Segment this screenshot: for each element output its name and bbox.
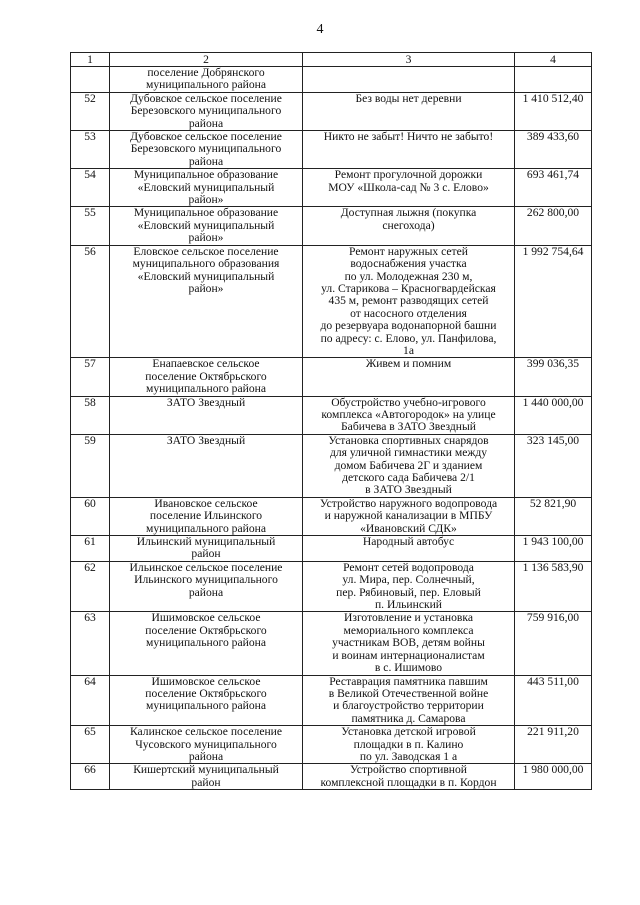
project-title-line: водоснабжения участка bbox=[350, 257, 467, 271]
recipient-name bbox=[110, 561, 303, 612]
amount bbox=[515, 67, 592, 93]
table-row bbox=[71, 358, 592, 396]
project-title-line: от насосного отделения bbox=[350, 306, 467, 320]
projects-table bbox=[70, 52, 592, 790]
recipient-name-line: Дубовское сельское поселение bbox=[130, 130, 282, 144]
project-title bbox=[303, 726, 515, 764]
recipient-name-line: «Еловский муниципальный bbox=[137, 180, 275, 194]
recipient-name-line: Еловское сельское поселение bbox=[133, 245, 279, 258]
recipient-name-line: район» bbox=[188, 281, 224, 295]
row-number: 64 bbox=[71, 675, 110, 726]
project-title-line: по адресу: с. Елово, ул. Панфилова, bbox=[320, 331, 497, 345]
recipient-name bbox=[110, 67, 303, 93]
project-title-line: и воинам интернационалистам bbox=[332, 648, 485, 662]
amount: 323 145,00 bbox=[515, 434, 592, 497]
recipient-name-line: Березовского муниципального bbox=[130, 104, 282, 118]
project-title-line: Устройство наружного водопровода bbox=[319, 497, 498, 510]
recipient-name-line: ЗАТО Звездный bbox=[166, 396, 246, 409]
recipient-name-line: район» bbox=[188, 193, 224, 207]
recipient-name bbox=[110, 207, 303, 245]
project-title-line: Никто не забыт! Ничто не забыто! bbox=[323, 130, 494, 144]
row-number bbox=[71, 67, 110, 93]
project-title-line: Доступная лыжня (покупка bbox=[340, 206, 477, 220]
project-title-line: и наружной канализации в МПБУ bbox=[324, 509, 493, 523]
project-title-line: 1а bbox=[403, 343, 414, 357]
table-row bbox=[71, 726, 592, 764]
recipient-name-line: Кишертский муниципальный bbox=[133, 763, 279, 777]
amount: 693 461,74 bbox=[515, 169, 592, 207]
amount: 389 433,60 bbox=[515, 131, 592, 169]
project-title-line: Ремонт сетей водопровода bbox=[343, 561, 474, 574]
amount: 1 943 100,00 bbox=[515, 536, 592, 562]
project-title bbox=[303, 561, 515, 612]
project-title bbox=[303, 169, 515, 207]
row-number: 57 bbox=[71, 358, 110, 396]
project-title-line: Ремонт прогулочной дорожки bbox=[334, 168, 483, 182]
column-header: 4 bbox=[515, 53, 592, 67]
recipient-name-line: поселение Октябрьского bbox=[145, 623, 267, 637]
column-header: 1 bbox=[71, 53, 110, 67]
row-number: 66 bbox=[71, 764, 110, 790]
recipient-name-line: Ивановское сельское bbox=[154, 497, 258, 510]
project-title-line: «Ивановский СДК» bbox=[360, 521, 457, 535]
project-title-line: Ремонт наружных сетей bbox=[349, 245, 468, 258]
recipient-name-line: муниципального района bbox=[146, 78, 266, 92]
row-number: 52 bbox=[71, 92, 110, 130]
recipient-name-line: Ильинское сельское поселение bbox=[129, 561, 283, 574]
recipient-name-line: Чусовского муниципального bbox=[135, 737, 277, 751]
project-title-line: Установка детской игровой bbox=[341, 725, 476, 739]
table-row bbox=[71, 434, 592, 497]
project-title-line: Живем и помним bbox=[365, 357, 452, 371]
column-header: 3 bbox=[303, 53, 515, 67]
row-number: 61 bbox=[71, 536, 110, 562]
recipient-name-line: района bbox=[188, 749, 224, 763]
table-row bbox=[71, 764, 592, 790]
recipient-name-line: поселение Октябрьского bbox=[145, 369, 267, 383]
amount: 443 511,00 bbox=[515, 675, 592, 726]
recipient-name-line: район» bbox=[188, 231, 224, 245]
recipient-name-line: Енапаевское сельское bbox=[152, 357, 260, 371]
table-row bbox=[71, 92, 592, 130]
recipient-name bbox=[110, 245, 303, 358]
recipient-name bbox=[110, 169, 303, 207]
amount: 399 036,35 bbox=[515, 358, 592, 396]
row-number: 54 bbox=[71, 169, 110, 207]
project-title-line: домом Бабичева 2Г и зданием bbox=[334, 458, 483, 472]
project-title-line: Обустройство учебно-игрового bbox=[331, 396, 486, 409]
project-title bbox=[303, 764, 515, 790]
table-row bbox=[71, 67, 592, 93]
recipient-name-line: района bbox=[188, 116, 224, 130]
recipient-name-line: муниципального района bbox=[146, 699, 266, 713]
recipient-name-line: поселение Добрянского bbox=[147, 66, 265, 79]
project-title-line: Установка спортивных снарядов bbox=[328, 434, 489, 447]
table-row bbox=[71, 396, 592, 434]
recipient-name bbox=[110, 92, 303, 130]
row-number: 65 bbox=[71, 726, 110, 764]
table-row bbox=[71, 675, 592, 726]
recipient-name-line: муниципального района bbox=[146, 382, 266, 396]
project-title-line: детского сада Бабичева 2/1 bbox=[342, 471, 475, 484]
table-header-row bbox=[71, 53, 592, 67]
recipient-name bbox=[110, 675, 303, 726]
table-row bbox=[71, 612, 592, 675]
project-title-line: снегохода) bbox=[382, 218, 435, 232]
row-number: 53 bbox=[71, 131, 110, 169]
project-title bbox=[303, 612, 515, 675]
recipient-name bbox=[110, 536, 303, 562]
recipient-name-line: Березовского муниципального bbox=[130, 142, 282, 156]
row-number: 60 bbox=[71, 497, 110, 535]
project-title bbox=[303, 92, 515, 130]
recipient-name-line: Ильинского муниципального bbox=[134, 573, 278, 587]
project-title-line: участникам ВОВ, детям войны bbox=[332, 636, 485, 650]
recipient-name-line: поселение Ильинского bbox=[149, 509, 263, 523]
project-title bbox=[303, 358, 515, 396]
project-title bbox=[303, 67, 515, 93]
recipient-name-line: Ишимовское сельское bbox=[151, 611, 261, 625]
amount: 1 440 000,00 bbox=[515, 396, 592, 434]
recipient-name-line: «Еловский муниципальный bbox=[137, 218, 275, 232]
table-row bbox=[71, 207, 592, 245]
recipient-name-line: муниципального района bbox=[146, 521, 266, 535]
recipient-name bbox=[110, 434, 303, 497]
project-title bbox=[303, 245, 515, 358]
project-title bbox=[303, 434, 515, 497]
project-title bbox=[303, 207, 515, 245]
row-number: 58 bbox=[71, 396, 110, 434]
project-title-line: Народный автобус bbox=[362, 535, 455, 549]
project-title-line: Без воды нет деревни bbox=[355, 92, 462, 105]
project-title-line: по ул. Заводская 1 а bbox=[359, 749, 458, 763]
project-title-line: комплексной площадки в п. Кордон bbox=[320, 775, 497, 789]
project-title bbox=[303, 536, 515, 562]
recipient-name-line: Муниципальное образование bbox=[133, 168, 279, 182]
recipient-name bbox=[110, 612, 303, 675]
table-row bbox=[71, 169, 592, 207]
amount: 262 800,00 bbox=[515, 207, 592, 245]
project-title bbox=[303, 396, 515, 434]
amount: 1 992 754,64 bbox=[515, 245, 592, 358]
project-title-line: по ул. Молодежная 230 м, bbox=[344, 269, 473, 283]
table-row bbox=[71, 561, 592, 612]
recipient-name-line: муниципального района bbox=[146, 636, 266, 650]
project-title-line: 435 м, ремонт разводящих сетей bbox=[328, 294, 489, 308]
project-title-line: комплекса «Автогородок» на улице bbox=[321, 407, 496, 421]
project-title-line: площадки в п. Калино bbox=[353, 737, 464, 751]
project-title bbox=[303, 675, 515, 726]
project-title-line: мемориального комплекса bbox=[343, 623, 474, 637]
recipient-name bbox=[110, 726, 303, 764]
recipient-name bbox=[110, 764, 303, 790]
table-row bbox=[71, 131, 592, 169]
project-title-line: в Великой Отечественной войне bbox=[328, 686, 489, 700]
project-title-line: до резервуара водонапорной башни bbox=[320, 319, 497, 333]
amount: 759 916,00 bbox=[515, 612, 592, 675]
project-title-line: Изготовление и установка bbox=[344, 611, 473, 625]
recipient-name-line: Ишимовское сельское bbox=[151, 675, 261, 688]
project-title-line: и благоустройство территории bbox=[333, 699, 484, 713]
row-number: 55 bbox=[71, 207, 110, 245]
recipient-name-line: района bbox=[188, 154, 224, 168]
recipient-name bbox=[110, 131, 303, 169]
recipient-name bbox=[110, 358, 303, 396]
project-title-line: Устройство спортивной bbox=[349, 763, 467, 777]
project-title bbox=[303, 131, 515, 169]
row-number: 56 bbox=[71, 245, 110, 358]
recipient-name-line: Муниципальное образование bbox=[133, 206, 279, 220]
row-number: 62 bbox=[71, 561, 110, 612]
project-title-line: МОУ «Школа-сад № 3 с. Елово» bbox=[328, 180, 489, 194]
recipient-name-line: район bbox=[191, 547, 221, 561]
project-title bbox=[303, 497, 515, 535]
recipient-name bbox=[110, 497, 303, 535]
table-row bbox=[71, 245, 592, 358]
amount: 221 911,20 bbox=[515, 726, 592, 764]
amount: 1 410 512,40 bbox=[515, 92, 592, 130]
project-title-line: п. Ильинский bbox=[374, 598, 443, 612]
recipient-name-line: «Еловский муниципальный bbox=[137, 269, 275, 283]
recipient-name-line: поселение Октябрьского bbox=[145, 686, 267, 700]
recipient-name-line: район bbox=[191, 775, 221, 789]
project-title-line: Реставрация памятника павшим bbox=[329, 675, 488, 688]
project-title-line: в с. Ишимово bbox=[374, 661, 443, 675]
recipient-name-line: муниципального образования bbox=[132, 257, 280, 271]
table-row bbox=[71, 497, 592, 535]
row-number: 59 bbox=[71, 434, 110, 497]
recipient-name-line: района bbox=[188, 585, 224, 599]
project-title-line: памятника д. Самарова bbox=[351, 711, 466, 725]
project-title-line: пер. Рябиновый, пер. Еловый bbox=[336, 585, 481, 599]
amount: 1 980 000,00 bbox=[515, 764, 592, 790]
project-title-line: в ЗАТО Звездный bbox=[365, 483, 452, 497]
project-title-line: ул. Мира, пер. Солнечный, bbox=[342, 573, 475, 587]
recipient-name-line: ЗАТО Звездный bbox=[166, 434, 246, 447]
project-title-line: ул. Старикова – Красногвардейская bbox=[321, 281, 496, 295]
recipient-name-line: Дубовское сельское поселение bbox=[130, 92, 282, 105]
column-header: 2 bbox=[110, 53, 303, 67]
page-number: 4 bbox=[316, 22, 324, 37]
row-number: 63 bbox=[71, 612, 110, 675]
project-title-line: для уличной гимнастики между bbox=[329, 446, 488, 460]
amount: 1 136 583,90 bbox=[515, 561, 592, 612]
amount: 52 821,90 bbox=[515, 497, 592, 535]
recipient-name bbox=[110, 396, 303, 434]
table-row bbox=[71, 536, 592, 562]
recipient-name-line: Ильинский муниципальный bbox=[136, 535, 276, 549]
project-title-line: Бабичева в ЗАТО Звездный bbox=[341, 420, 476, 434]
recipient-name-line: Калинское сельское поселение bbox=[129, 725, 283, 739]
